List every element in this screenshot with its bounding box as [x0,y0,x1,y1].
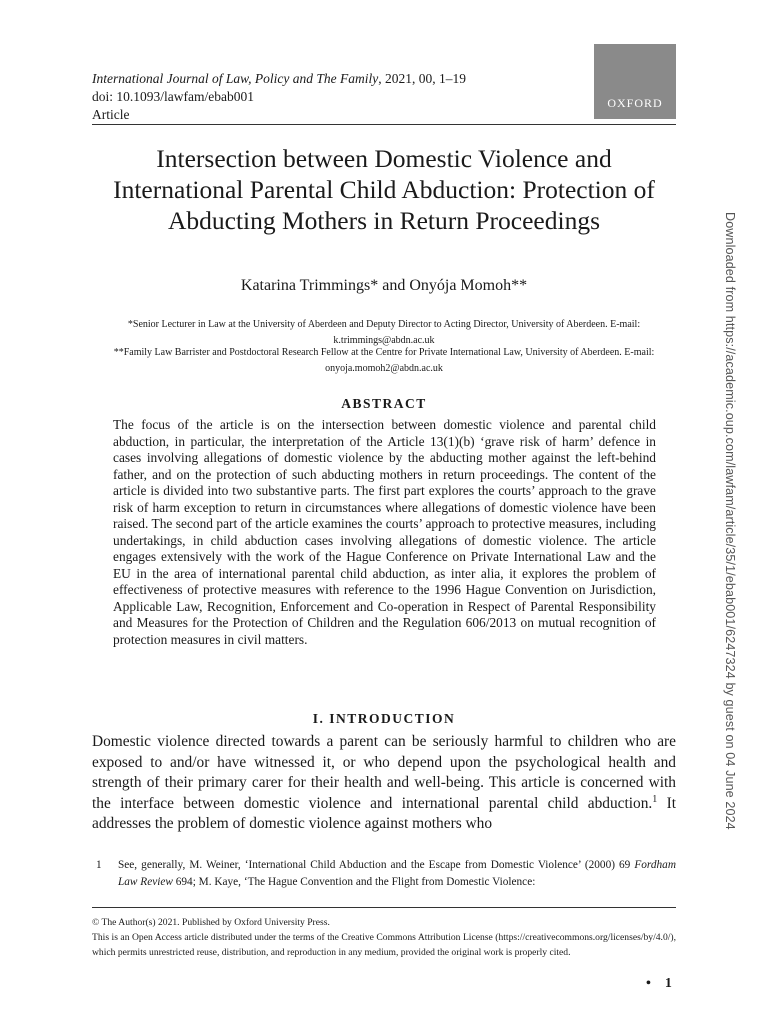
footnote-text-start: See, generally, M. Weiner, ‘International Child Abduction and the Escape from Domestic Violence’ (2000) 69 [118,859,635,871]
footnote-1 [92,857,676,890]
introduction-text [92,732,676,835]
journal-details: , 2021, 00, 1–19 [378,71,466,86]
license-block [92,915,676,960]
article-type: Article [92,107,130,122]
introduction-heading: I. INTRODUCTION [312,711,456,726]
page-number-area [646,976,672,992]
footer-divider [92,907,676,908]
journal-meta [92,70,466,124]
page-dot: • [646,976,651,991]
affiliation-1: *Senior Lecturer in Law at the University of Aberdeen and Deputy Director to Acting Director, University of Aberdeen. E-mail: k.trimmings@abdn.ac.uk [127,319,641,346]
article-title: Intersection between Domestic Violence and International Parental Child Abduction: Protection of Abducting Mothers in Return Proceedings [113,144,655,235]
footnote-number: 1 [96,859,102,871]
footnote-marker[interactable]: 1 [652,793,658,805]
footnote-text-end: 694; M. Kaye, ‘The Hague Convention and the Flight from Domestic Violence: [172,875,536,888]
abstract-text: The focus of the article is on the intersection between domestic violence and parental child abduction, in particular, the interpretation of the Article 13(1)(b) ‘grave risk of harm’ defence in cases involving allegations of domestic violence by the abducting mother against the left-behind father, and on the protection of such abducting mothers in return proceedings. The content of the article is divided into two substantive parts. The first part explores the courts’ approach to the grave risk of harm exception to return in circumstances where allegations of domestic violence have been raised. The second part of the article examines the courts’ approach to protective measures, including undertakings, in child abduction cases involving allegations of domestic violence. The article engages extensively with the work of the Hague Conference on Private International Law and the EU in the area of international parental child abduction, as inter alia, it explores the problem of effectiveness of protective measures with reference to the 1996 Hague Convention on Jurisdiction, Applicable Law, Recognition, Enforcement and Co-operation in Respect of Parental Responsibility and Measures for the Protection of Children and the Regulation 606/2013 on mutual recognition of protection measures in civil matters. [113,417,656,647]
intro-text-part-2: It addresses the problem of domestic violence against mothers who [92,794,676,833]
footnote-text [118,857,676,890]
authors: Katarina Trimmings* and Onyója Momoh** [240,277,528,294]
download-note: Downloaded from https://academic.oup.com/lawfam/article/35/1/ebab001/6247324 by guest on 04 June 2024 [723,212,737,830]
oxford-logo-text: OXFORD [607,96,663,110]
license-text: This is an Open Access article distributed under the terms of the Creative Commons Attribution License (https://creativecommons.org/licenses/by/4.0/), which permits unrestricted reuse, distribution, and reproduction in any medium, provided the original work is properly cited. [92,932,676,958]
copyright-line: © The Author(s) 2021. Published by Oxford University Press. [92,917,330,928]
footnote-journal: Fordham Law Review [118,859,676,888]
abstract-heading: ABSTRACT [341,396,427,411]
page-number: 1 [664,976,672,991]
journal-name: International Journal of Law, Policy and The Family [92,71,379,86]
oxford-logo [594,44,676,119]
doi: doi: 10.1093/lawfam/ebab001 [92,89,254,104]
intro-text-part-1: Domestic violence directed towards a parent can be seriously harmful to children who are exposed to and/or have witnessed it, or who depend upon the psychological health and strength of their primary carer for their health and well-being. This article is concerned with the interface between domestic violence and international parental child abduction. [92,733,676,812]
affiliation-2: **Family Law Barrister and Postdoctoral Research Fellow at the Centre for Private International Law, University of Aberdeen. E-mail: onyoja.momoh2@abdn.ac.uk [113,347,655,374]
header-divider [92,124,676,125]
